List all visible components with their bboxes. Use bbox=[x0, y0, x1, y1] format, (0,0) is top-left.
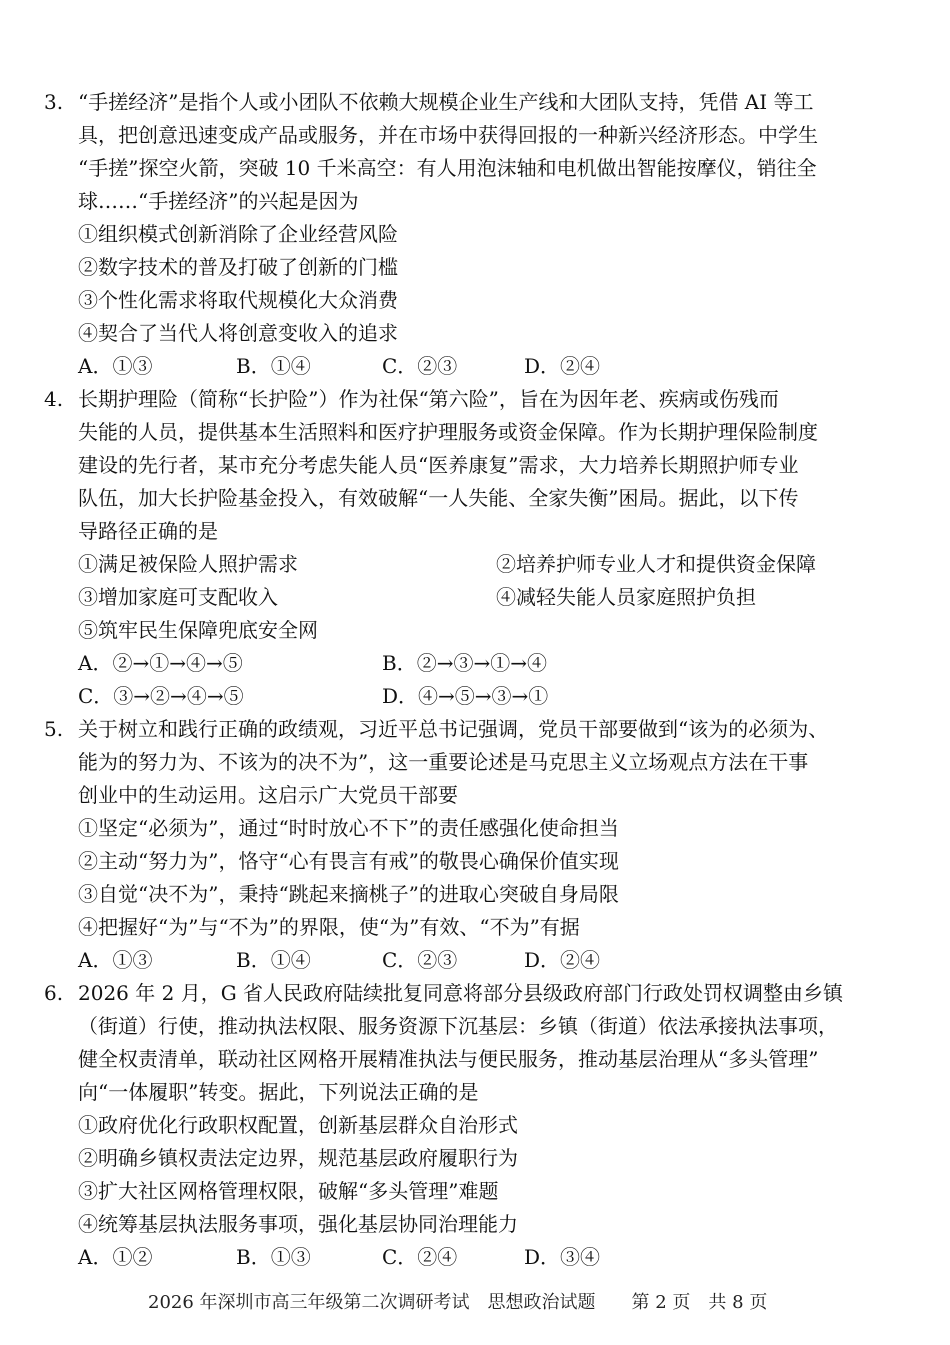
statement-item: ④契合了当代人将创意变收入的追求 bbox=[78, 321, 398, 345]
question-stem-line: 建设的先行者，某市充分考虑失能人员“医养康复”需求，大力培养长期照护师专业 bbox=[78, 453, 799, 477]
question-stem-line: 长期护理险（简称“长护险”）作为社保“第六险”，旨在为因年老、疾病或伤残而 bbox=[78, 387, 779, 411]
statement-item: ②主动“努力为”，恪守“心有畏言有戒”的敬畏心确保价值实现 bbox=[78, 849, 619, 873]
statement-item: ③扩大社区网格管理权限，破解“多头管理”难题 bbox=[78, 1179, 499, 1203]
statement-item: ②明确乡镇权责法定边界，规范基层政府履职行为 bbox=[78, 1146, 518, 1170]
question-number: 4. bbox=[44, 387, 64, 411]
choice-d: D．②④ bbox=[524, 948, 601, 972]
choice-c: C．③→②→④→⑤ bbox=[78, 684, 244, 708]
choice-b: B．①④ bbox=[236, 948, 311, 972]
question-stem-line: 健全权责清单，联动社区网格开展精准执法与便民服务，推动基层治理从“多头管理” bbox=[78, 1047, 819, 1071]
question-stem-line: 具，把创意迅速变成产品或服务，并在市场中获得回报的一种新兴经济形态。中学生 bbox=[78, 123, 818, 147]
choice-a: A．①② bbox=[78, 1245, 153, 1269]
statement-item: ③自觉“决不为”，秉持“跳起来摘桃子”的进取心突破自身局限 bbox=[78, 882, 619, 906]
choice-b: B．①③ bbox=[236, 1245, 311, 1269]
statement-item: ④减轻失能人员家庭照护负担 bbox=[496, 585, 756, 609]
question-stem-line: 球……“手搓经济”的兴起是因为 bbox=[78, 189, 359, 213]
question-number: 5. bbox=[44, 717, 64, 741]
choice-c: C．②③ bbox=[382, 354, 458, 378]
choice-b: B．①④ bbox=[236, 354, 311, 378]
choice-c: C．②③ bbox=[382, 948, 458, 972]
choice-d: D．③④ bbox=[524, 1245, 601, 1269]
statement-item: ②培养护师专业人才和提供资金保障 bbox=[496, 552, 816, 576]
statement-item: ①坚定“必须为”，通过“时时放心不下”的责任感强化使命担当 bbox=[78, 816, 619, 840]
statement-item: ①组织模式创新消除了企业经营风险 bbox=[78, 222, 398, 246]
question-stem-line: （街道）行使，推动执法权限、服务资源下沉基层：乡镇（街道）依法承接执法事项， bbox=[78, 1014, 838, 1038]
question-stem-line: 队伍，加大长护险基金投入，有效破解“一人失能、全家失衡”困局。据此，以下传 bbox=[78, 486, 799, 510]
choice-a: A．②→①→④→⑤ bbox=[78, 651, 243, 675]
question-number: 6. bbox=[44, 981, 64, 1005]
question-stem-line: 向“一体履职”转变。据此，下列说法正确的是 bbox=[78, 1080, 479, 1104]
statement-item: ①政府优化行政职权配置，创新基层群众自治形式 bbox=[78, 1113, 518, 1137]
choice-a: A．①③ bbox=[78, 354, 153, 378]
question-number: 3. bbox=[44, 90, 64, 114]
question-stem-line: 失能的人员，提供基本生活照料和医疗护理服务或资金保障。作为长期护理保险制度 bbox=[78, 420, 818, 444]
choice-b: B．②→③→①→④ bbox=[382, 651, 547, 675]
choice-c: C．②④ bbox=[382, 1245, 458, 1269]
choice-d: D．②④ bbox=[524, 354, 601, 378]
choice-a: A．①③ bbox=[78, 948, 153, 972]
question-stem-line: 创业中的生动运用。这启示广大党员干部要 bbox=[78, 783, 458, 807]
statement-item: ①满足被保险人照护需求 bbox=[78, 552, 298, 576]
question-stem-line: 导路径正确的是 bbox=[78, 519, 218, 543]
statement-item: ⑤筑牢民生保障兜底安全网 bbox=[78, 618, 318, 642]
question-stem-line: 关于树立和践行正确的政绩观，习近平总书记强调，党员干部要做到“该为的必须为、 bbox=[78, 717, 829, 741]
statement-item: ③个性化需求将取代规模化大众消费 bbox=[78, 288, 398, 312]
page-footer: 2026 年深圳市高三年级第二次调研考试 思想政治试题 第 2 页 共 8 页 bbox=[148, 1292, 768, 1313]
question-stem-line: 2026 年 2 月，G 省人民政府陆续批复同意将部分县级政府部门行政处罚权调整由乡镇 bbox=[78, 981, 844, 1005]
statement-item: ②数字技术的普及打破了创新的门槛 bbox=[78, 255, 398, 279]
statement-item: ④把握好“为”与“不为”的界限，使“为”有效、“不为”有据 bbox=[78, 915, 580, 939]
question-stem-line: “手搓”探空火箭，突破 10 千米高空：有人用泡沫轴和电机做出智能按摩仪，销往全 bbox=[78, 156, 817, 180]
question-stem-line: “手搓经济”是指个人或小团队不依赖大规模企业生产线和大团队支持，凭借 AI 等工 bbox=[78, 90, 814, 114]
question-stem-line: 能为的努力为、不该为的决不为”，这一重要论述是马克思主义立场观点方法在干事 bbox=[78, 750, 809, 774]
statement-item: ④统筹基层执法服务事项，强化基层协同治理能力 bbox=[78, 1212, 518, 1236]
statement-item: ③增加家庭可支配收入 bbox=[78, 585, 278, 609]
choice-d: D．④→⑤→③→① bbox=[382, 684, 549, 708]
